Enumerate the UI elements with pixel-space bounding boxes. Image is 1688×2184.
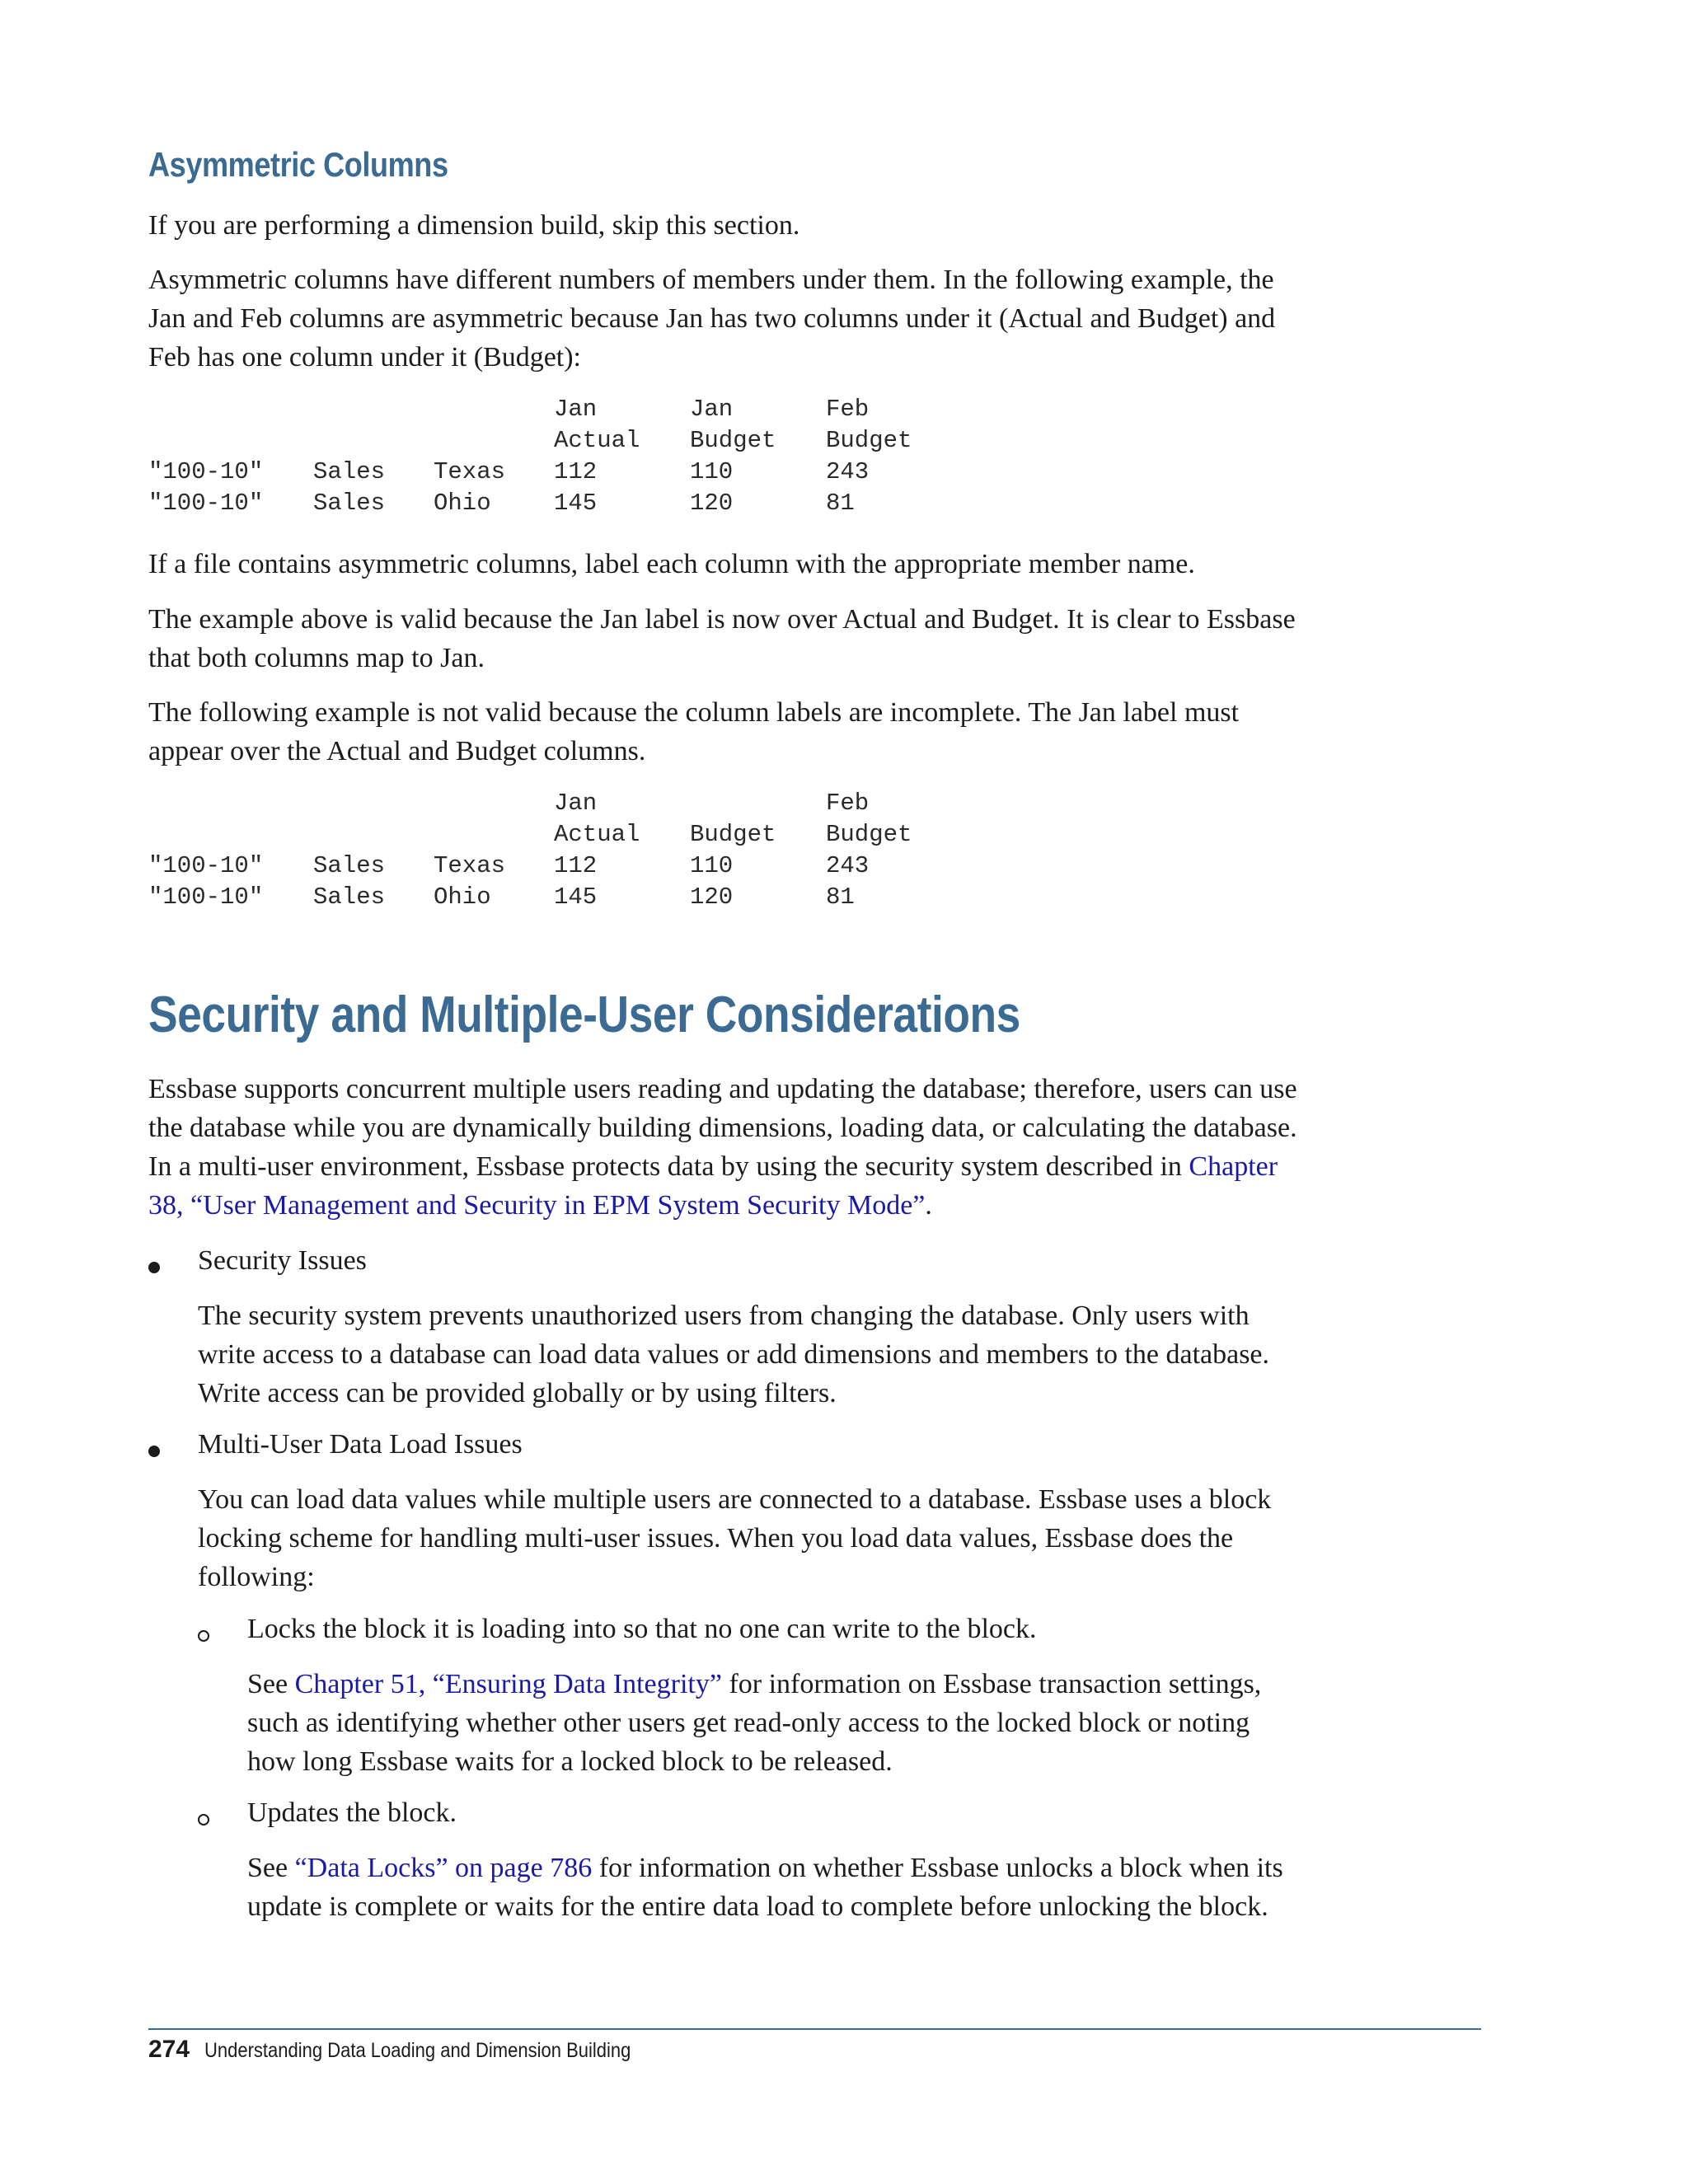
- table-row: Jan Feb: [554, 790, 870, 817]
- sub-bullet-label: Locks the block it is loading into so that no one can write to the block.: [247, 1614, 1037, 1644]
- circle-bullet-icon: [198, 1814, 209, 1825]
- page-number: 274: [148, 2036, 190, 2063]
- paragraph: The following example is not valid because the column labels are incomplete. The Jan label must appear over the Actual and Budget columns.: [148, 697, 1240, 766]
- bullet-icon: [148, 1262, 160, 1273]
- circle-bullet-icon: [198, 1630, 209, 1642]
- table-row: Actual Budget Budget: [554, 427, 912, 454]
- table-row: "100-10" Sales Ohio 145 120 81: [148, 490, 855, 517]
- table-row: "100-10" Sales Texas 112 110 243: [148, 852, 870, 879]
- paragraph: See Chapter 51, “Ensuring Data Integrity” for information on Essbase transaction settings, such as identifying whether other users get read-only access to the locked block or noting how long Essbase waits for a locked block to be released.: [247, 1669, 1262, 1777]
- paragraph: See “Data Locks” on page 786 for information on whether Essbase unlocks a block when its update is complete or waits for the entire data load to complete before unlocking the block.: [247, 1853, 1283, 1922]
- paragraph: If you are performing a dimension build, skip this section.: [148, 210, 800, 241]
- section-heading-asymmetric-columns: Asymmetric Columns: [148, 145, 448, 184]
- paragraph-intro: Essbase supports concurrent multiple users reading and updating the database; therefore, users can use the database while you are dynamically building dimensions, loading data, or calculating the database. In a multi-user environment, Essbase protects data by using the security system described in Chapter 38, “User Management and Security in EPM System Security Mode”.: [148, 1074, 1297, 1221]
- code-table-valid: [148, 394, 925, 519]
- paragraph: The example above is valid because the Jan label is now over Actual and Budget. It is clear to Essbase that both columns map to Jan.: [148, 604, 1296, 673]
- page-footer: [148, 2036, 689, 2064]
- link-data-locks[interactable]: “Data Locks” on page 786: [294, 1853, 593, 1883]
- paragraph: The security system prevents unauthorized users from changing the database. Only users with write access to a database can load data values or add dimensions and members to the database. Write access can be provided globally or by using filters.: [198, 1301, 1270, 1408]
- code-table-invalid: [148, 788, 925, 913]
- paragraph: You can load data values while multiple users are connected to a database. Essbase uses a block locking scheme for handling multi-user issues. When you load data values, Essbase does the following:: [198, 1484, 1272, 1592]
- bullet-icon: [148, 1446, 160, 1457]
- table-row: Jan Jan Feb: [554, 396, 870, 423]
- paragraph: If a file contains asymmetric columns, label each column with the appropriate member name.: [148, 549, 1195, 579]
- link-chapter-38[interactable]: Chapter 38, “User Management and Security in EPM System Security Mode”: [148, 1151, 1278, 1221]
- table-row: Actual Budget Budget: [554, 821, 912, 848]
- sub-bullet-label: Updates the block.: [247, 1797, 457, 1828]
- bullet-label: Multi-User Data Load Issues: [198, 1429, 523, 1460]
- table-row: "100-10" Sales Ohio 145 120 81: [148, 883, 855, 911]
- table-row: "100-10" Sales Texas 112 110 243: [148, 458, 870, 485]
- section-heading-security: Security and Multiple-User Considerations: [148, 987, 1020, 1043]
- bullet-label: Security Issues: [198, 1245, 367, 1276]
- link-chapter-51[interactable]: Chapter 51, “Ensuring Data Integrity”: [294, 1669, 722, 1699]
- paragraph: Asymmetric columns have different numbers of members under them. In the following example, the Jan and Feb columns are asymmetric because Jan has two columns under it (Actual and Budget) and Feb has one column under it (Budget):: [148, 265, 1276, 373]
- footer-title: Understanding Data Loading and Dimension Building: [204, 2039, 631, 2062]
- footer-rule: [148, 2028, 1481, 2030]
